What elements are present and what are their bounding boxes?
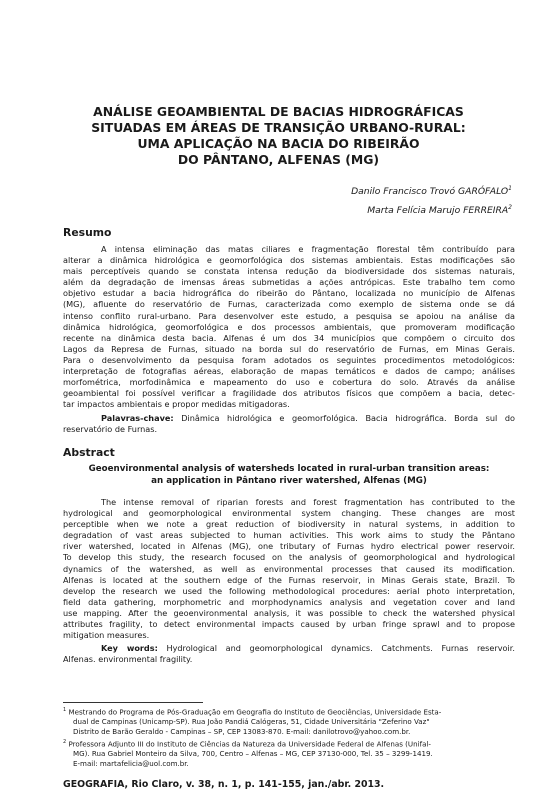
text-line: perceptible when we note a great reduction of biodiversity in natural systems, in addition to (63, 519, 515, 530)
journal-citation: GEOGRAFIA, Rio Claro, v. 38, n. 1, p. 141-155, jan./abr. 2013. (63, 779, 385, 790)
text-line: hydrological and geomorphological environmental system changing. These changes are most (63, 508, 515, 519)
author-2 (351, 200, 512, 219)
text-line: Para o desenvolvimento da pesquisa foram adotados os seguintes procedimentos metodológicos: (63, 354, 515, 365)
paper-title (60, 104, 497, 168)
author-name: Danilo Francisco Trovó GARÓFALO (351, 186, 509, 198)
title-line: DO PÂNTANO, ALFENAS (MG) (177, 152, 380, 167)
text-line: interpretação de fotografias aéreas, elaboração de mapas temáticos e dados de campo; análises (63, 366, 515, 377)
english-title-line: Geoenvironmental analysis of watersheds located in rural-urban transition areas: (88, 464, 490, 474)
resumo-keywords (63, 413, 515, 435)
keywords-line: reservatório de Furnas. (63, 424, 158, 435)
author-footnote-mark: 2 (508, 204, 512, 212)
abstract-heading: Abstract (63, 446, 115, 459)
keywords-line (63, 643, 515, 654)
footnote-line: MG). Rua Gabriel Monteiro da Silva, 700, Centro – Alfenas – MG, CEP 37130-000, Tel. 35 – 3299-1419. (73, 748, 433, 758)
footnote-line (63, 706, 515, 717)
resumo-body (63, 244, 515, 410)
footnote-line (63, 738, 515, 749)
keywords-label: Key words: (101, 643, 158, 653)
text-line: morfométrica, morfodinâmica e mapeamento do uso e cobertura do solo. Através da análise (63, 377, 515, 388)
text-line: dynamics of the watershed, as well as environmental processes that caused its modification. (63, 563, 515, 574)
text-line: Lagos da Represa de Furnas, situado na borda sul do reservatório de Furnas, em Minas Gerais. (63, 343, 515, 354)
title-line: UMA APLICAÇÃO NA BACIA DO RIBEIRÃO (137, 136, 420, 151)
text-line: recente na dinâmica desta bacia. Alfenas é um dos 34 municípios que compõem o circuito dos (63, 332, 515, 343)
footnote-2 (63, 738, 515, 768)
text-line: objetivo estudar a bacia hidrográfica do ribeirão do Pântano, localizada no município de Alfenas (63, 288, 515, 299)
text-line: To develop this study, the research focused on the analysis of geomorphological and hydrological (63, 552, 515, 563)
footnote-text: Mestrando do Programa de Pós-Graduação em Geografia do Instituto de Geociências, Universidade Esta- (68, 707, 442, 717)
text-line: geoambiental foi possível verificar a fragilidade dos atributos físicos que compõem a bacia, detec- (63, 388, 515, 399)
footnote-mark: 2 (63, 739, 67, 745)
text-line: The intense removal of riparian forests and forest fragmentation has contributed to the (101, 497, 515, 507)
footnote-line: Distrito de Barão Geraldo - Campinas – SP, CEP 13083-870. E-mail: danilotrovo@yahoo.com.br. (73, 726, 411, 736)
footnote-line: E-mail: martafelicia@uol.com.br. (73, 758, 189, 768)
keywords-line (63, 413, 515, 424)
text-line: develop the research we used the following methodological procedures: aerial photo interpretation, (63, 585, 515, 596)
text-line: mitigation measures. (63, 630, 150, 641)
text-line: alterar a dinâmica hidrológica e geomorfológica dos sistemas ambientais. Estas modificações são (63, 255, 515, 266)
abstract-keywords (63, 643, 515, 665)
text-line: dinâmica hidrológica, geomorfológica e dos processos ambientais, que promoveram modificação (63, 321, 515, 332)
title-line: ANÁLISE GEOAMBIENTAL DE BACIAS HIDROGRÁFICAS (93, 104, 464, 119)
text-line: A intensa eliminação das matas ciliares e fragmentação florestal têm contribuído para (101, 244, 515, 254)
text-line: use mapping. After the geoenvironmental analysis, it was possible to check the watershed physical (63, 607, 515, 618)
english-title-line: an application in Pântano river watershed, Alfenas (MG) (151, 476, 427, 486)
keywords-label: Palavras-chave: (101, 413, 174, 423)
text-line: degradation of vast areas subjected to human activities. This work aims to study the Pântano (63, 530, 515, 541)
text-line: Alfenas is located at the southern edge of the Furnas reservoir, in Minas Gerais state, Brazil. To (63, 574, 515, 585)
text-line: (MG), afluente do reservatório de Furnas, caracterizada como exemplo de sistema onde se dá (63, 299, 515, 310)
text-line: attributes fragility, to detect environmental impacts caused by urban fringe sprawl and to propose (63, 619, 515, 630)
footnote-text: Professora Adjunto III do Instituto de Ciências da Natureza da Universidade Federal de Alfenas (Unifal- (68, 739, 431, 749)
footnote-divider (63, 702, 203, 703)
abstract-body (63, 497, 515, 641)
footnote-line: dual de Campinas (Unicamp-SP). Rua João Pandiá Calógeras, 51, Cidade Universitária "Zeferino Vaz" (73, 716, 430, 726)
author-1 (351, 181, 512, 200)
text-line: field data gathering, morphometric and morphodynamics analysis and vegetation cover and land (63, 596, 515, 607)
keywords-text: Dinâmica hidrológica e geomorfológica. Bacia hidrográfica. Borda sul do (181, 413, 515, 423)
title-line: SITUADAS EM ÁREAS DE TRANSIÇÃO URBANO-RURAL: (91, 120, 466, 135)
author-name: Marta Felícia Marujo FERREIRA (367, 205, 509, 217)
resumo-heading: Resumo (63, 226, 112, 239)
keywords-line: Alfenas. environmental fragility. (63, 654, 193, 665)
english-title (63, 463, 515, 487)
footnote-mark: 1 (63, 707, 67, 713)
text-line: river watershed, located in Alfenas (MG), one tributary of Furnas hydro electrical power reservoir. (63, 541, 515, 552)
text-line: mais perceptíveis quando se constata intensa redução da biodiversidade dos sistemas naturais, (63, 266, 515, 277)
text-line: tar impactos ambientais e propor medidas mitigadoras. (63, 399, 290, 410)
text-line: intenso conflito rural-urbano. Para desenvolver este estudo, a pesquisa se apoiou na análise da (63, 310, 515, 321)
author-footnote-mark: 1 (508, 185, 512, 192)
keywords-text: Hydrological and geomorphological dynamics. Catchments. Furnas reservoir. (166, 643, 515, 653)
footnote-1 (63, 706, 515, 736)
author-list (351, 181, 512, 219)
text-line: além da degradação de imensas áreas submetidas a ações antrópicas. Este trabalho tem como (63, 277, 515, 288)
